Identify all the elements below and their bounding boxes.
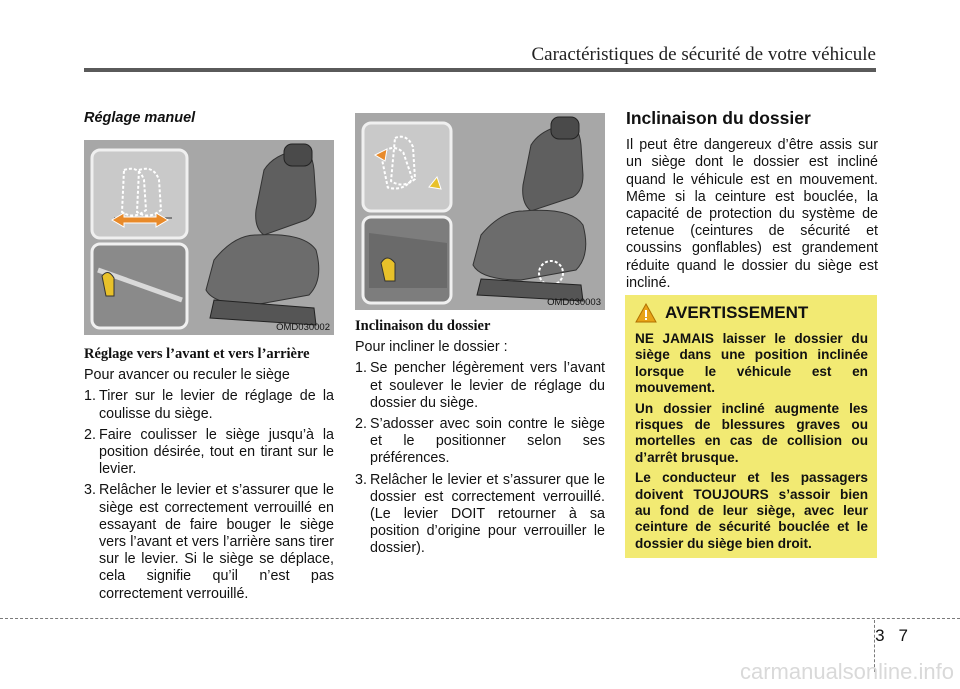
step-text: Relâcher le levier et s’assurer que le dossier est correctement verrouillé. (Le levier DOIT retourner à sa position d’origine pour verrouiller le dossier). — [370, 471, 605, 557]
step-item — [84, 427, 334, 479]
step-text: Faire coulisser le siège jusqu’à la position désirée, tout en tirant sur le levier. — [99, 426, 334, 478]
footer-rule — [0, 618, 960, 619]
step-item — [84, 482, 334, 602]
figure-code: OMD030003 — [547, 297, 601, 308]
warning-triangle-icon — [635, 303, 657, 323]
column-1 — [84, 110, 334, 127]
figure-seat-recline — [355, 113, 605, 310]
watermark: carmanualsonline.info — [739, 659, 954, 684]
page-number — [875, 626, 908, 646]
step-number: 3. — [84, 482, 96, 499]
subsection-title-slide: Réglage vers l’avant et vers l’arrière — [84, 346, 310, 362]
page-number-value: 7 — [898, 626, 908, 645]
header-rule — [84, 68, 876, 72]
step-item — [355, 416, 605, 468]
subsection-title-recline: Inclinaison du dossier — [355, 318, 491, 334]
section-title-manual: Réglage manuel — [84, 110, 196, 126]
recline-body: Il peut être dangereux d’être assis sur un siège dont le dossier est incliné quand le véhicule est en mouvement. Même si la ceinture est bouclée, la capacité de protection du système de retenue (ceintures de sécurité et coussins gonflables) est grandement réduite quand le dossier du siège est incliné. — [626, 137, 878, 291]
figure-seat-slide — [84, 140, 334, 335]
seat-recline-illustration — [355, 113, 605, 310]
seat-slide-illustration — [84, 140, 334, 335]
step-number: 2. — [355, 416, 367, 433]
column-2-text — [355, 318, 605, 562]
header-title: Caractéristiques de sécurité de votre véhicule — [531, 44, 876, 65]
slide-intro: Pour avancer ou reculer le siège — [84, 367, 290, 384]
chapter-number: 3 — [875, 626, 885, 645]
figure-code: OMD030002 — [276, 322, 330, 333]
step-item — [355, 472, 605, 558]
step-text: Se pencher légèrement vers l’avant et soulever le levier de réglage du dossier du siège. — [370, 360, 605, 411]
warning-title: AVERTISSEMENT — [665, 303, 809, 322]
recline-intro: Pour incliner le dossier : — [355, 339, 508, 356]
step-number: 3. — [355, 471, 367, 488]
warning-paragraph: Le conducteur et les passagers doivent TOUJOURS s’assoir bien au fond de leur siège, avec leur ceinture de sécurité bouclée et le dossier du siège bien droit. — [635, 470, 868, 551]
step-item — [84, 388, 334, 422]
section-title-recline: Inclinaison du dossier — [626, 108, 811, 128]
column-3 — [626, 110, 878, 296]
step-text: Tirer sur le levier de réglage de la coulisse du siège. — [99, 388, 334, 422]
step-number: 1. — [355, 360, 367, 377]
warning-paragraph: Un dossier incliné augmente les risques de blessures graves ou mortelles en cas de collision ou d’arrêt brusque. — [635, 400, 868, 465]
warning-header — [635, 303, 868, 323]
warning-box — [625, 295, 877, 558]
step-text: Relâcher le levier et s’assurer que le siège est correctement verrouillé en essayant de faire bouger le siège vers l’avant et vers l’arrière sans tirer sur le levier. Si le siège se déplace, cela signifie qu’il n’est pas correctement verrouillé. — [99, 482, 334, 602]
step-text: S’adosser avec soin contre le siège et le positionner selon ses préférences. — [370, 416, 605, 467]
warning-paragraph: NE JAMAIS laisser le dossier du siège dans une position inclinée lorsque le véhicule est en mouvement. — [635, 331, 868, 396]
step-number: 1. — [84, 388, 96, 405]
column-1-text — [84, 346, 334, 607]
step-number: 2. — [84, 426, 96, 443]
step-item — [355, 360, 605, 412]
